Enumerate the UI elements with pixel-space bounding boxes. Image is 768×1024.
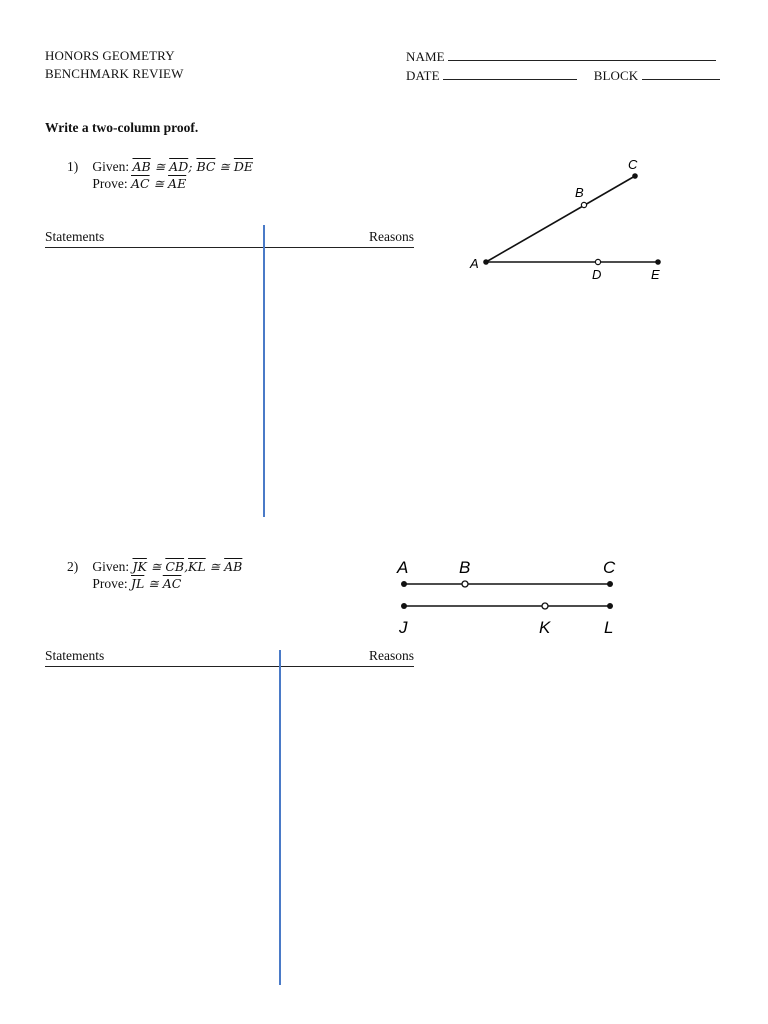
congruent-symbol: ≅ [219, 159, 230, 174]
label-c: C [628, 157, 638, 172]
name-blank[interactable] [448, 47, 716, 61]
problem-2-given-label: Given: [92, 559, 130, 574]
problem-1-given-row [67, 158, 253, 175]
problem-2-given-row [67, 558, 242, 575]
reasons-header: Reasons [369, 229, 414, 244]
segment: $\overline{JK}$ [132, 559, 147, 574]
course-title: HONORS GEOMETRY [45, 48, 175, 63]
problem-2-number: 2) [67, 559, 79, 574]
header-left [45, 47, 183, 83]
segment: $\overline{KL}$ [188, 559, 206, 574]
point-b [581, 202, 586, 207]
label-l: L [604, 618, 614, 637]
proof-1-header [45, 229, 414, 248]
segment: $\overline{AE}$ [168, 176, 187, 191]
point-j [401, 603, 407, 609]
block-blank[interactable] [642, 66, 720, 80]
header-right [406, 47, 726, 85]
congruent-symbol: ≅ [153, 176, 165, 191]
name-label: NAME [406, 49, 445, 64]
proof-2-column-divider [279, 650, 281, 985]
label-k: K [539, 618, 551, 637]
segment: $\overline{JL}$ [131, 576, 145, 591]
point-b [462, 581, 468, 587]
name-row [406, 47, 726, 66]
date-blank[interactable] [443, 66, 577, 80]
problem-1-given-label: Given: [92, 159, 130, 174]
problem-2 [67, 558, 242, 592]
ray-abc [486, 176, 635, 262]
point-c [632, 173, 638, 179]
label-c: C [603, 558, 616, 577]
problem-2-prove-label: Prove: [92, 576, 128, 591]
statements-header: Statements [45, 229, 105, 244]
segment: $\overline{AC}$ [131, 176, 150, 191]
problem-1-number: 1) [67, 159, 79, 174]
problem-1-prove-label: Prove: [92, 176, 128, 191]
label-b: B [575, 185, 584, 200]
point-a [401, 581, 407, 587]
proof-2-header [45, 648, 414, 667]
statements-header: Statements [45, 648, 105, 663]
label-d: D [592, 267, 602, 282]
segment: $\overline{AD}$ [169, 159, 189, 174]
label-a: A [397, 558, 409, 577]
segment: $\overline{DE}$ [233, 159, 254, 174]
label-j: J [399, 618, 408, 637]
label-b: B [459, 558, 471, 577]
label-a: A [470, 256, 479, 271]
segment: $\overline{AC}$ [162, 576, 182, 591]
point-e [655, 259, 661, 265]
segment: $\overline{BC}$ [196, 159, 216, 174]
given-separator: , [184, 559, 189, 574]
block-label: BLOCK [593, 68, 639, 83]
point-d [595, 259, 600, 264]
problem-1-prove-row [67, 175, 253, 192]
segment: $\overline{CB}$ [165, 559, 185, 574]
date-block-row [406, 66, 726, 85]
figure-1-diagram [462, 152, 682, 287]
course-subtitle: BENCHMARK REVIEW [45, 66, 184, 81]
date-label: DATE [406, 68, 440, 83]
problem-2-prove-row [67, 575, 242, 592]
segment: $\overline{AB}$ [132, 159, 151, 174]
point-k [542, 603, 548, 609]
congruent-symbol: ≅ [209, 559, 221, 574]
congruent-symbol: ≅ [154, 159, 166, 174]
point-l [607, 603, 613, 609]
label-e: E [651, 267, 660, 282]
point-a [483, 259, 489, 265]
figure-2-diagram [388, 552, 628, 642]
congruent-symbol: ≅ [150, 559, 162, 574]
given-separator: ; [188, 159, 193, 174]
problem-1 [67, 158, 253, 192]
proof-1-column-divider [263, 225, 265, 517]
segment: $\overline{AB}$ [224, 559, 243, 574]
instructions: Write a two-column proof. [45, 120, 199, 135]
point-c [607, 581, 613, 587]
reasons-header: Reasons [369, 648, 414, 663]
congruent-symbol: ≅ [148, 576, 159, 591]
